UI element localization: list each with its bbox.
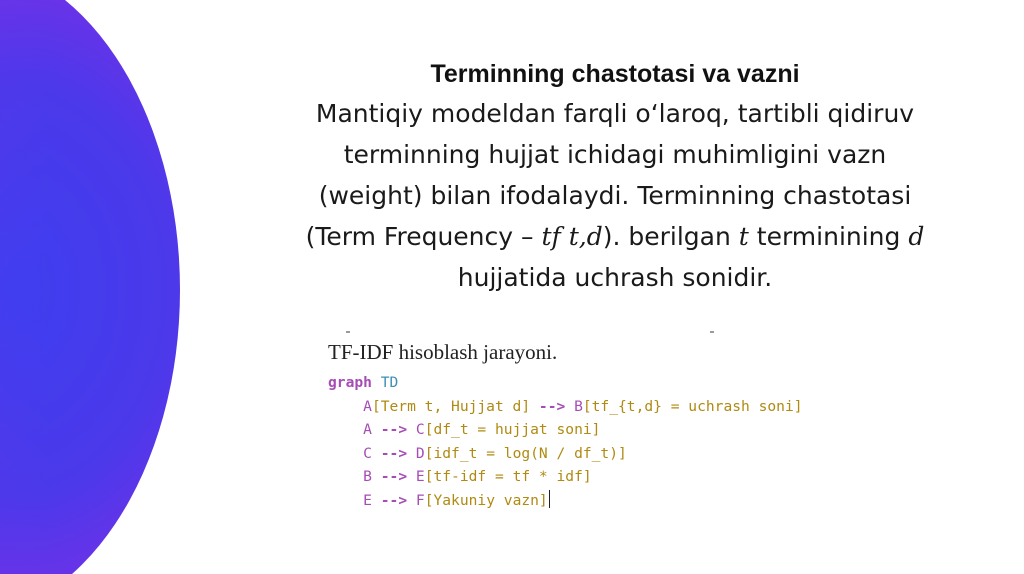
crop-mark-left [346,331,350,333]
code-line-1 [328,395,803,419]
code-arrow: --> [380,444,408,462]
code-line-3 [328,442,803,466]
code-node: B [363,468,372,485]
code-line-5 [328,489,803,513]
code-keyword-direction: TD [380,374,399,391]
code-block [328,371,803,512]
body-line-5: hujjatida uchrash sonidir. [457,263,773,292]
code-line-0 [328,371,803,395]
code-caption: TF-IDF hisoblash jarayoni. [328,340,558,364]
code-node-label: [Term t, Hujjat d] [371,397,531,415]
code-node: F [415,491,425,509]
body-line-4 [210,216,1020,257]
body-line-4-part-a: (Term Frequency – [305,222,542,251]
code-node-label: [tf_{t,d} = uchrash soni] [582,397,803,415]
body-line-3: (weight) bilan ifodalaydi. Terminning chastotasi [318,181,912,210]
code-node: C [363,444,372,462]
math-t: t [738,222,749,251]
code-arrow: --> [380,468,408,485]
code-node-label: [tf-idf = tf * idf] [424,468,592,485]
body-line-4-part-c: terminining [748,222,909,251]
code-line-4 [328,465,803,489]
code-keyword-graph: graph [328,374,372,391]
code-node: A [363,397,372,415]
crop-mark-right [710,331,714,333]
code-node: D [415,444,425,462]
code-node: A [363,421,372,438]
code-node: B [574,397,583,415]
body-line-4-part-b: ). berilgan [602,222,739,251]
math-tf-td: tf t,d [541,222,603,251]
math-d: d [908,222,925,251]
slide-title: Terminning chastotasi va vazni [430,60,800,88]
code-figure [318,331,803,521]
code-arrow: --> [380,491,408,509]
code-node-label: [df_t = hujjat soni] [424,421,601,438]
code-arrow: --> [380,421,408,438]
slide-body [210,93,1020,298]
code-arrow: --> [538,397,566,415]
body-line-1: Mantiqiy modeldan farqli o‘laroq, tartibli qidiruv [315,99,915,128]
code-node: E [415,468,425,485]
code-line-2 [328,418,803,442]
code-node-label: [Yakuniy vazn] [424,491,548,509]
code-node: E [363,491,372,509]
text-cursor [549,490,550,508]
decorative-gradient-overlay [0,0,180,574]
body-line-2: terminning hujjat ichidagi muhimligini vazn [343,140,887,169]
code-node: C [415,421,425,438]
code-node-label: [idf_t = log(N / df_t)] [424,444,627,462]
